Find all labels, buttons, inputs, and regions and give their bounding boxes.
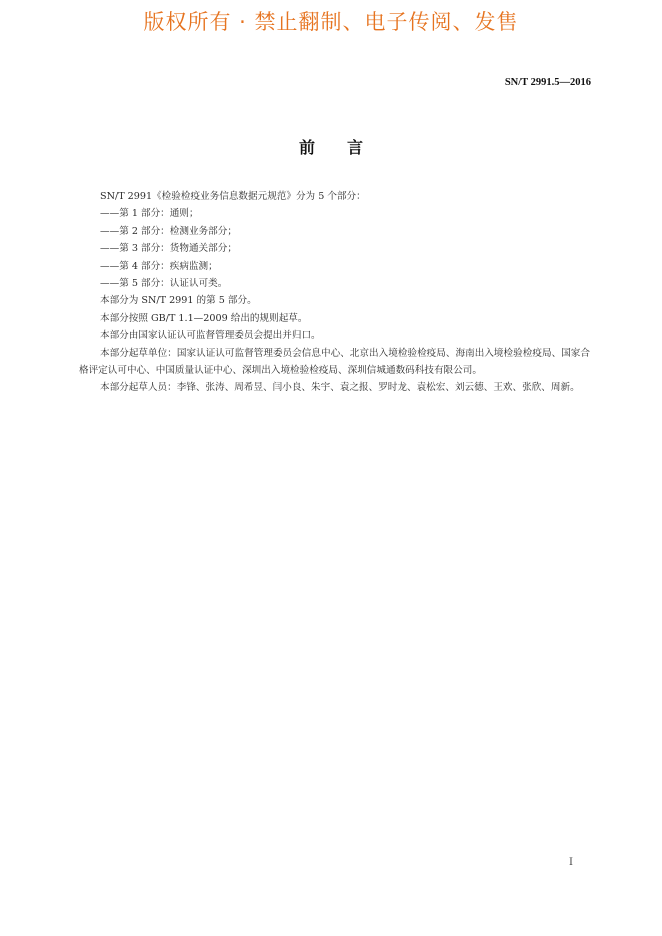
- page-title: 前 言: [298, 138, 363, 157]
- copyright-banner: 版权所有 · 禁止翻制、电子传阅、发售: [143, 10, 519, 34]
- part-list-item: ——第 4 部分：疾病监测；: [100, 260, 218, 272]
- part-statement: 本部分为 SN/T 2991 的第 5 部分。: [100, 295, 257, 307]
- page-number: I: [569, 857, 573, 868]
- drafting-rules: 本部分按照 GB/T 1.1—2009 给出的规则起草。: [100, 312, 308, 324]
- part-list-item: ——第 1 部分：通则；: [100, 208, 199, 220]
- part-list-item: ——第 5 部分：认证认可类。: [100, 278, 228, 290]
- proposer-statement: 本部分由国家认证认可监督管理委员会提出并归口。: [100, 330, 321, 342]
- standard-code: SN/T 2991.5—2016: [504, 77, 591, 88]
- part-list-item: ——第 2 部分：检测业务部分；: [100, 225, 237, 237]
- drafting-people: 本部分起草人员：李锋、张涛、周希昱、闫小良、朱宇、袁之报、罗时龙、袁松宏、刘云德、王欢、张欣、周新。: [100, 382, 580, 394]
- part-list-item: ——第 3 部分：货物通关部分；: [100, 243, 237, 255]
- foreword-body: [79, 188, 590, 397]
- drafting-units: 本部分起草单位：国家认证认可监督管理委员会信息中心、北京出入境检验检疫局、海南出入境检验检疫局、国家合格评定认可中心、中国质量认证中心、深圳出入境检验检疫局、深圳信城通数码科技有限公司。: [79, 347, 590, 377]
- intro-paragraph: SN/T 2991《检验检疫业务信息数据元规范》分为 5 个部分：: [100, 191, 366, 202]
